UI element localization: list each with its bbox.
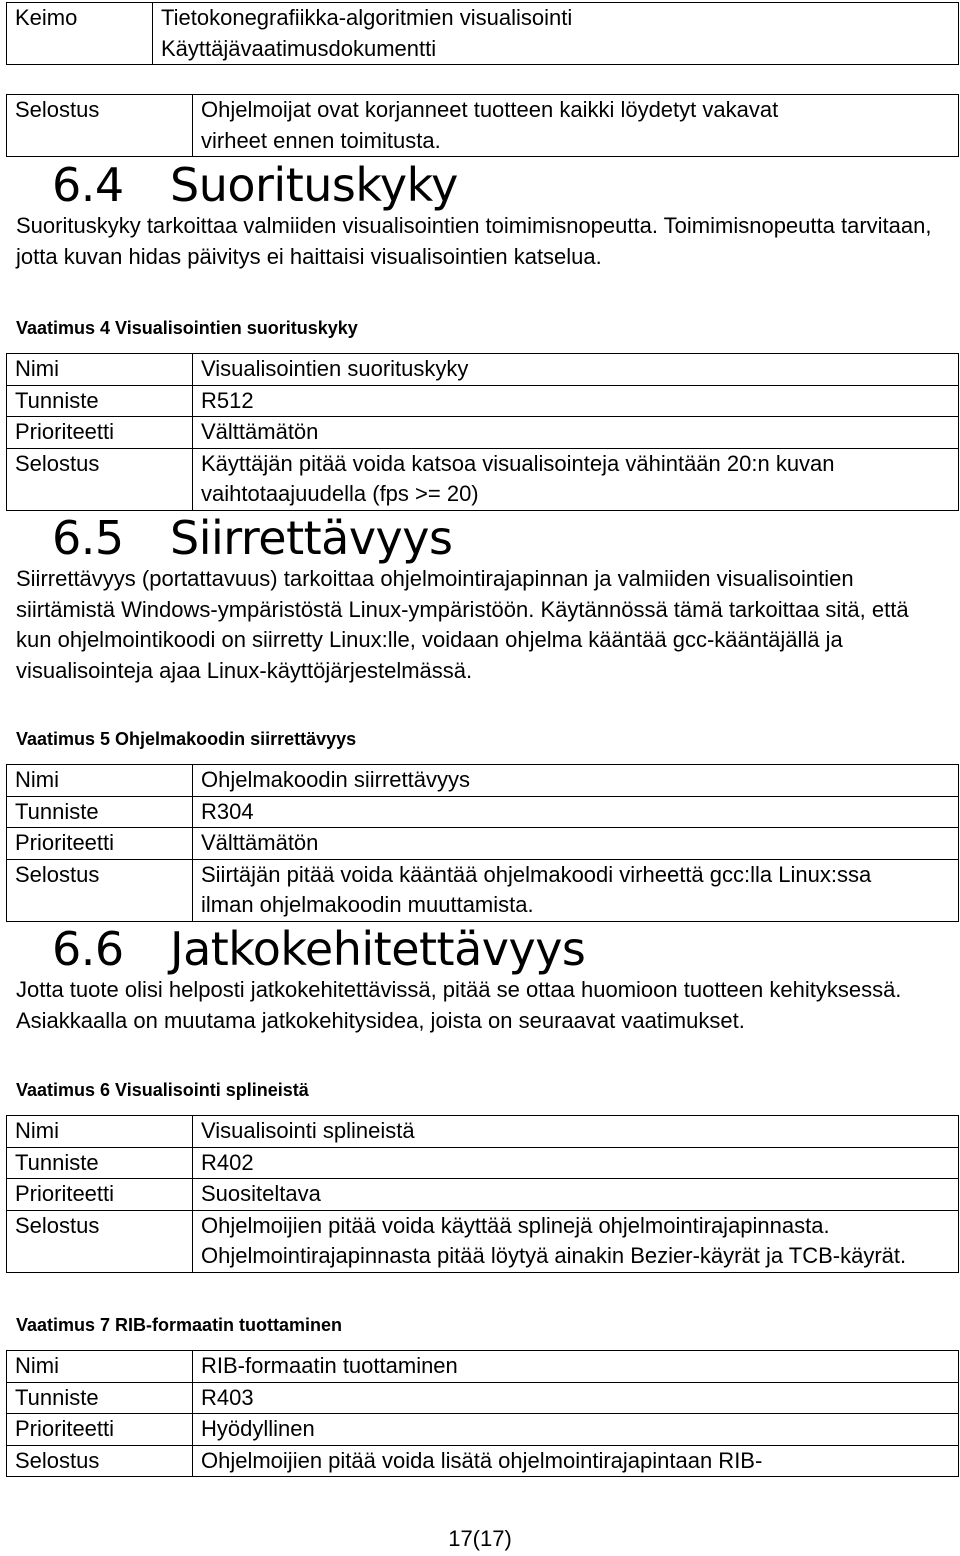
section-paragraph: Siirrettävyys (portattavuus) tarkoittaa ohjelmointirajapinnan ja valmiiden visualisointien siirtämistä Windows-ympäristöstä Linux-ympäristöön. Käytännössä tämä tarkoittaa sitä, että kun ohjelmointikoodi on siirretty Linux:lle, voidaan ohjelma kääntää gcc-kääntäjällä ja visualisointeja ajaa Linux-käyttöjärjestelmässä. [16,566,909,683]
section-heading-6-4 [52,160,458,210]
table-row [7,828,959,860]
row-value: R304 [193,796,959,828]
table-row [7,95,959,157]
requirement-table-r402 [6,1115,959,1273]
table-row [7,1351,959,1383]
row-key: Prioriteetti [7,417,193,449]
row-value: Ohjelmakoodin siirrettävyys [193,765,959,797]
section-title: Siirrettävyys [170,511,453,565]
row-value: R512 [193,385,959,417]
row-key: Nimi [7,1351,193,1383]
section-paragraph: Suorituskyky tarkoittaa valmiiden visualisointien toimimisnopeutta. Toimimisnopeutta tarvitaan, jotta kuvan hidas päivitys ei haittaisi visualisointien katselua. [16,213,932,269]
row-key: Nimi [7,1116,193,1148]
page-number: 17(17) [448,1526,512,1551]
requirement-table-r512 [6,353,959,511]
requirement-table-r304 [6,764,959,922]
previous-requirement-table [6,94,959,157]
row-value: Siirtäjän pitää voida kääntää ohjelmakoodi virheettä gcc:lla Linux:ssa ilman ohjelmakoodin muuttamista. [193,859,959,921]
section-title: Suorituskyky [170,158,458,212]
row-key: Prioriteetti [7,1414,193,1446]
requirement-caption: Vaatimus 7 RIB-formaatin tuottaminen [16,1315,343,1335]
row-value: RIB-formaatin tuottaminen [193,1351,959,1383]
table-row [7,1210,959,1272]
requirement-caption: Vaatimus 5 Ohjelmakoodin siirrettävyys [16,729,357,749]
section-heading-6-6 [52,924,585,974]
table-row [7,354,959,386]
row-key: Selostus [7,95,193,157]
table-row [7,417,959,449]
section-heading-6-5 [52,513,452,563]
row-key: Tunniste [7,1382,193,1414]
header-title [153,3,959,65]
row-key: Prioriteetti [7,828,193,860]
section-number: 6.6 [52,922,124,976]
table-row [7,1414,959,1446]
table-row [7,448,959,510]
header-title-line1: Tietokonegrafiikka-algoritmien visualisointi [161,5,573,30]
row-value: Ohjelmoijat ovat korjanneet tuotteen kaikki löydetyt vakavat virheet ennen toimitusta. [193,95,959,157]
table-row [7,1147,959,1179]
section-title: Jatkokehitettävyys [170,922,586,976]
row-key: Tunniste [7,796,193,828]
row-value: Suositeltava [193,1179,959,1211]
table-row [7,385,959,417]
row-value: Käyttäjän pitää voida katsoa visualisointeja vähintään 20:n kuvan vaihtotaajuudella (fps >= 20) [193,448,959,510]
row-key: Tunniste [7,1147,193,1179]
table-row [7,859,959,921]
row-key: Nimi [7,765,193,797]
row-key: Selostus [7,859,193,921]
table-row [7,1445,959,1477]
header-label: Keimo [7,3,153,65]
table-row [7,1179,959,1211]
section-number: 6.5 [52,511,124,565]
table-row [7,1382,959,1414]
document-header [6,2,959,65]
row-key: Tunniste [7,385,193,417]
row-value: Ohjelmoijien pitää voida lisätä ohjelmointirajapintaan RIB- [193,1445,959,1477]
row-value: Ohjelmoijien pitää voida käyttää splinejä ohjelmointirajapinnasta. Ohjelmointirajapinnasta pitää löytyä ainakin Bezier-käyrät ja TCB-käyrät. [193,1210,959,1272]
row-value: Välttämätön [193,417,959,449]
row-key: Prioriteetti [7,1179,193,1211]
header-title-line2: Käyttäjävaatimusdokumentti [161,35,437,61]
section-number: 6.4 [52,158,124,212]
row-key: Selostus [7,1445,193,1477]
section-paragraph: Jotta tuote olisi helposti jatkokehitettävissä, pitää se ottaa huomioon tuotteen kehityksessä. Asiakkaalla on muutama jatkokehitysidea, joista on seuraavat vaatimukset. [16,977,902,1033]
row-value: Visualisointi splineistä [193,1116,959,1148]
table-row [7,765,959,797]
row-key: Selostus [7,1210,193,1272]
row-value: Hyödyllinen [193,1414,959,1446]
row-key: Nimi [7,354,193,386]
row-value: Välttämätön [193,828,959,860]
requirement-caption: Vaatimus 4 Visualisointien suorituskyky [16,318,358,338]
requirement-table-r403 [6,1350,959,1477]
table-row [7,796,959,828]
row-value: R403 [193,1382,959,1414]
row-value: Visualisointien suorituskyky [193,354,959,386]
requirement-caption: Vaatimus 6 Visualisointi splineistä [16,1080,309,1100]
row-key: Selostus [7,448,193,510]
row-value: R402 [193,1147,959,1179]
table-row [7,1116,959,1148]
